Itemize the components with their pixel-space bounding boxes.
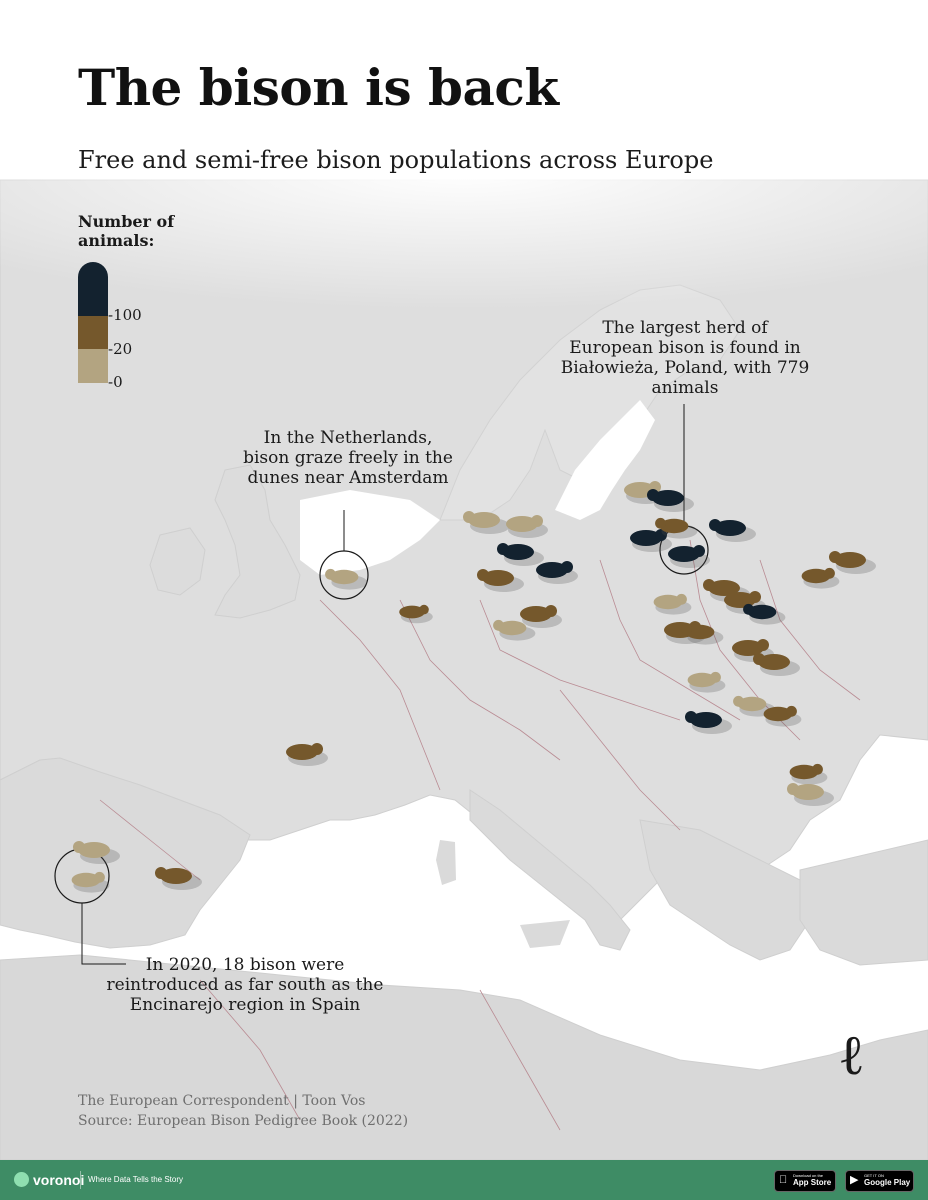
bison-head [676,594,687,605]
app-store-label: App Store [793,1178,832,1187]
bison-head [497,543,509,555]
bison-marker [764,706,802,727]
google-play-button[interactable] [845,1170,914,1192]
footer-divider [80,1171,81,1189]
bison-head [749,591,761,603]
voronoi-logo-text[interactable]: voronoi [33,1172,85,1188]
app-store-button[interactable] [774,1170,836,1192]
apple-icon [779,1174,787,1187]
play-icon: ▶ [850,1174,859,1186]
bison-head [94,872,105,883]
annotation-spain: In 2020, 18 bison were reintroduced as far south as the Encinarejo region in Spain [106,955,384,1015]
bison-head [325,569,336,580]
bison-head [757,639,769,651]
legend-bar-low [78,349,108,383]
bison-marker [536,561,578,584]
page-title: The bison is back [78,58,559,117]
correspondent-logo-icon: ℓ [838,1023,865,1088]
legend-tick-20: -20 [108,340,133,358]
footer-tagline: Where Data Tells the Story [88,1175,184,1184]
bison-marker [668,545,710,568]
bison-marker [399,605,433,623]
legend-tick-100: -100 [108,306,142,324]
legend-title: Number of animals: [78,212,175,250]
bison-head [647,489,659,501]
bison-marker [506,515,548,538]
credit-source: Source: European Bison Pedigree Book (2022) [78,1113,409,1129]
bison-head [561,561,573,573]
bison-head [709,519,721,531]
bison-head [419,605,429,615]
bison-head [743,604,754,615]
bison-marker [802,568,840,589]
bison-head [155,867,167,879]
bison-head [463,511,475,523]
bison-head [753,653,765,665]
bison-head [531,515,543,527]
bison-head [545,605,557,617]
bison-head [493,620,504,631]
bison-head [812,764,823,775]
bison-marker [688,672,726,693]
app-store-small-label: Download on the [793,1173,824,1178]
bison-head [685,711,697,723]
bison-head [733,696,744,707]
page-subtitle: Free and semi-free bison populations across Europe [78,146,714,174]
bison-head [477,569,489,581]
footer-bar [0,1160,928,1200]
bison-marker [286,743,328,766]
bison-marker [72,872,110,893]
bison-head [681,624,692,635]
bison-head [311,743,323,755]
bison-head [787,783,799,795]
voronoi-logo-icon [14,1172,29,1187]
annotation-bialowieza: The largest herd of European bison is found in Białowieża, Poland, with 779 animals [560,318,810,398]
bison-head [73,841,85,853]
bison-marker [520,605,562,628]
bison-marker [790,764,828,785]
legend-bar-mid [78,316,108,349]
bison-head [710,672,721,683]
bison-head [786,706,797,717]
legend-bar-high [78,262,108,316]
credit-author: The European Correspondent | Toon Vos [78,1093,366,1109]
bison-head [655,518,666,529]
google-play-label: Google Play [864,1178,911,1187]
bison-head [693,545,705,557]
bison-head [829,551,841,563]
bison-marker [654,594,692,615]
bison-head [824,568,835,579]
legend-tick-0: -0 [108,373,123,391]
google-play-small-label: GET IT ON [864,1173,884,1178]
annotation-netherlands: In the Netherlands, bison graze freely in the dunes near Amsterdam [243,428,453,488]
bison-head [703,579,715,591]
